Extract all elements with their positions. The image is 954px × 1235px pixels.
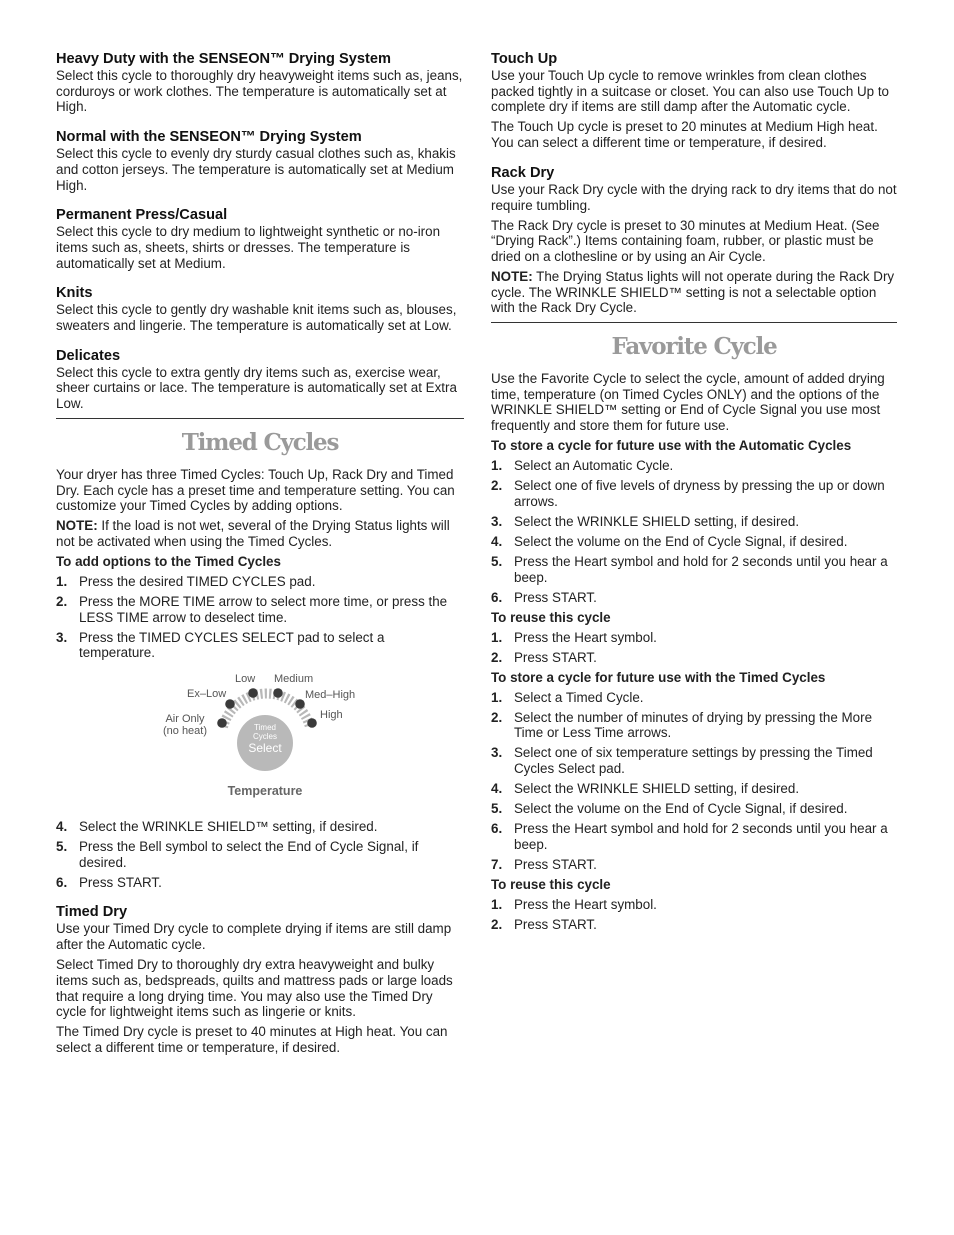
list-item [491,650,897,666]
label-no-heat: (no heat) [162,725,208,738]
step-number: 1. [491,458,503,474]
step-text: Press the Heart symbol and hold for 2 seconds until you hear a beep. [514,820,888,852]
reuse-steps-list [491,897,897,933]
step-text: Press the Heart symbol and hold for 2 seconds until you hear a beep. [514,553,888,585]
steps-list-b [56,819,464,890]
section-delicates [56,347,464,412]
label-air-only: Air Only [165,713,205,726]
step-text: Press the MORE TIME arrow to select more time, or press the LESS TIME arrow to deselect time. [79,593,448,625]
step-number: 4. [491,533,503,549]
section-heavy-duty [56,50,464,115]
section-heading: Heavy Duty with the SENSEON™ Drying System [56,51,391,67]
reuse-heading: To reuse this cycle [491,609,611,625]
list-item [56,819,464,835]
note-text: If the load is not wet, several of the Drying Status lights will not be activated when using the Timed Cycles. [56,518,450,549]
step-text: Press the Heart symbol. [514,896,657,912]
indicator-light-medium [273,688,283,698]
list-item [56,875,464,891]
list-item [56,574,464,590]
section-timed-dry [56,903,464,1055]
timed-cycles-select-button [237,723,293,755]
right-column [491,50,897,937]
auto-steps-list [491,458,897,605]
step-text: Select the WRINKLE SHIELD setting, if desired. [514,780,800,796]
step-text: Press the Heart symbol. [514,629,657,645]
timed-cycles-intro: Your dryer has three Timed Cycles: Touch Up, Rack Dry and Timed Dry. Each cycle has a preset time and temperature setting. You can customize your Timed Cycles by adding options. [56,466,455,514]
divider [491,322,897,323]
timed-steps-heading: To store a cycle for future use with the Timed Cycles [491,669,826,685]
step-number: 2. [491,709,503,725]
label-medium: Medium [274,673,314,686]
step-number: 4. [56,819,68,835]
favorite-intro: Use the Favorite Cycle to select the cycle, amount of added drying time, temperature (on Timed Cycles ONLY) and the options of the WRINKLE SHIELD™ setting or End of Cycle Signal you use most frequently and store them for future use. [491,371,885,434]
section-heading: Delicates [56,347,121,364]
section-heading: Permanent Press/Casual [56,207,228,224]
indicator-light-air-only [217,718,227,728]
step-number: 6. [491,589,503,605]
section-heading: Timed Dry [56,904,128,921]
timed-cycles-note [56,518,464,549]
step-number: 6. [491,820,503,836]
step-text: Press START. [514,856,597,872]
favorite-cycle-title: Favorite Cycle [611,333,777,361]
section-text: The Touch Up cycle is preset to 20 minutes at Medium High heat. You can select a different time or temperature, if desired. [491,119,878,151]
step-text: Press START. [514,916,597,932]
list-item [491,745,897,776]
step-number: 5. [491,800,503,816]
label-high: High [320,709,343,722]
indicator-light-high [307,718,317,728]
section-text: Use your Rack Dry cycle with the drying rack to dry items that do not require tumbling. [491,181,897,213]
list-item [491,801,897,817]
list-item [491,554,897,585]
button-label-line1: Timed [254,723,276,733]
step-number: 1. [56,573,68,589]
section-heading: Knits [56,285,93,302]
divider [56,418,464,419]
step-number: 3. [56,629,68,645]
step-number: 6. [56,874,68,890]
list-item [491,917,897,933]
section-heading: Rack Dry [491,164,555,181]
note-label: NOTE: [56,518,98,534]
step-text: Press START. [514,589,597,605]
section-normal [56,128,464,193]
step-text: Select a Timed Cycle. [514,689,644,705]
step-number: 3. [491,745,503,761]
step-text: Select one of six temperature settings by pressing the Timed Cycles Select pad. [514,745,873,776]
section-text: The Timed Dry cycle is preset to 40 minutes at High heat. You can select a different time or temperature, if desired. [56,1024,448,1055]
indicator-light-med-high [295,699,305,709]
section-text: Select this cycle to dry medium to lightweight synthetic or no-iron items such as, sheets, shirts or dresses. The temperature is automatically set at Medium. [56,224,441,271]
section-heading: Touch Up [491,51,558,67]
step-text: Select the WRINKLE SHIELD setting, if desired. [514,513,800,529]
step-text: Select one of five levels of dryness by pressing the up or down arrows. [514,478,885,509]
timed-cycles-title: Timed Cycles [181,428,339,456]
list-item [491,781,897,797]
indicator-light-ex-low [225,699,235,709]
section-text: Select this cycle to gently dry washable knit items such as, blouses, sweaters and lingerie. The temperature is automatically set at Low. [56,302,457,334]
step-number: 1. [491,896,503,912]
step-text: Press the desired TIMED CYCLES pad. [79,573,316,589]
step-number: 2. [491,916,503,932]
list-item [56,594,464,625]
list-item [56,630,464,661]
list-item [491,514,897,530]
step-number: 4. [491,780,503,796]
step-number: 2. [56,593,68,609]
step-number: 1. [491,689,503,705]
label-low: Low [235,673,256,686]
step-number: 3. [491,513,503,529]
section-text: Use your Timed Dry cycle to complete drying if items are still damp after the Automatic cycle. [56,921,452,953]
section-text: Select this cycle to extra gently dry items such as, exercise wear, sheer curtains or lace. The temperature is automatically set at Extra Low. [56,364,457,412]
label-med-high: Med–High [305,689,356,702]
rack-dry-note [491,269,897,316]
step-number: 5. [491,553,503,569]
steps-heading: To add options to the Timed Cycles [56,553,281,569]
section-touch-up [491,50,897,151]
step-number: 5. [56,839,68,855]
step-text: Press the TIMED CYCLES SELECT pad to select a temperature. [79,629,385,661]
section-text: The Rack Dry cycle is preset to 30 minutes at Medium Heat. (See “Drying Rack”.) Items containing foam, rubber, or plastic must be dried on a clothesline or by using an Air Cycle. [491,217,880,264]
step-text: Select the volume on the End of Cycle Signal, if desired. [514,800,848,816]
list-item [491,897,897,913]
button-label-line3: Select [248,741,282,756]
reuse-steps-list [491,630,897,666]
list-item [491,534,897,550]
steps-list-a [56,574,464,661]
section-knits [56,284,464,333]
left-column [56,50,464,1069]
step-number: 7. [491,856,503,872]
list-item [491,710,897,741]
list-item [56,839,464,870]
list-item [491,478,897,509]
step-text: Press the Bell symbol to select the End of Cycle Signal, if desired. [79,839,419,870]
step-number: 2. [491,649,503,665]
step-text: Select the WRINKLE SHIELD™ setting, if desired. [79,819,378,835]
diagram-caption: Temperature [227,784,303,799]
note-text: The Drying Status lights will not operate during the Rack Dry cycle. The WRINKLE SHIELD™ setting is not a selectable option with the Rack Dry Cycle. [491,268,895,316]
section-text: Select this cycle to thoroughly dry heavyweight items such as, jeans, corduroys or work clothes. The temperature is automatically set at High. [56,68,463,115]
step-text: Press START. [514,649,597,665]
section-text: Use your Touch Up cycle to remove wrinkles from clean clothes packed tightly in a suitcase or closet. You can also use Touch Up to complete dry if items are still damp after the Automatic cycle. [491,68,889,115]
section-rack-dry [491,164,897,316]
section-permanent-press [56,206,464,271]
section-text: Select this cycle to evenly dry sturdy casual clothes such as, khakis and cotton jerseys. The temperature is automatically set at Medium High. [56,146,456,193]
step-text: Press START. [79,874,162,890]
section-heading: Normal with the SENSEON™ Drying System [56,129,362,146]
button-label-line2: Cycles [252,732,277,742]
label-ex-low: Ex–Low [187,688,227,701]
step-text: Select the number of minutes of drying by pressing the More Time or Less Time arrows. [514,709,873,741]
step-number: 1. [491,629,503,645]
step-text: Select an Automatic Cycle. [514,458,674,474]
indicator-light-low [248,688,258,698]
note-label: NOTE: [491,268,533,284]
step-number: 2. [491,478,503,494]
list-item [491,821,897,852]
section-text: Select Timed Dry to thoroughly dry extra heavyweight and bulky items such as, bedspreads, quilts and mattress pads or large loads that require a long drying time. You may also use the Timed Dry cycle for lightweight items such as lingerie or knits. [56,957,453,1020]
temperature-diagram [56,669,464,807]
list-item [491,458,897,474]
timed-steps-list [491,690,897,873]
list-item [491,857,897,873]
list-item [491,690,897,706]
list-item [491,590,897,606]
step-text: Select the volume on the End of Cycle Signal, if desired. [514,533,848,549]
auto-steps-heading: To store a cycle for future use with the Automatic Cycles [491,438,852,454]
reuse-heading: To reuse this cycle [491,876,611,892]
list-item [491,630,897,646]
